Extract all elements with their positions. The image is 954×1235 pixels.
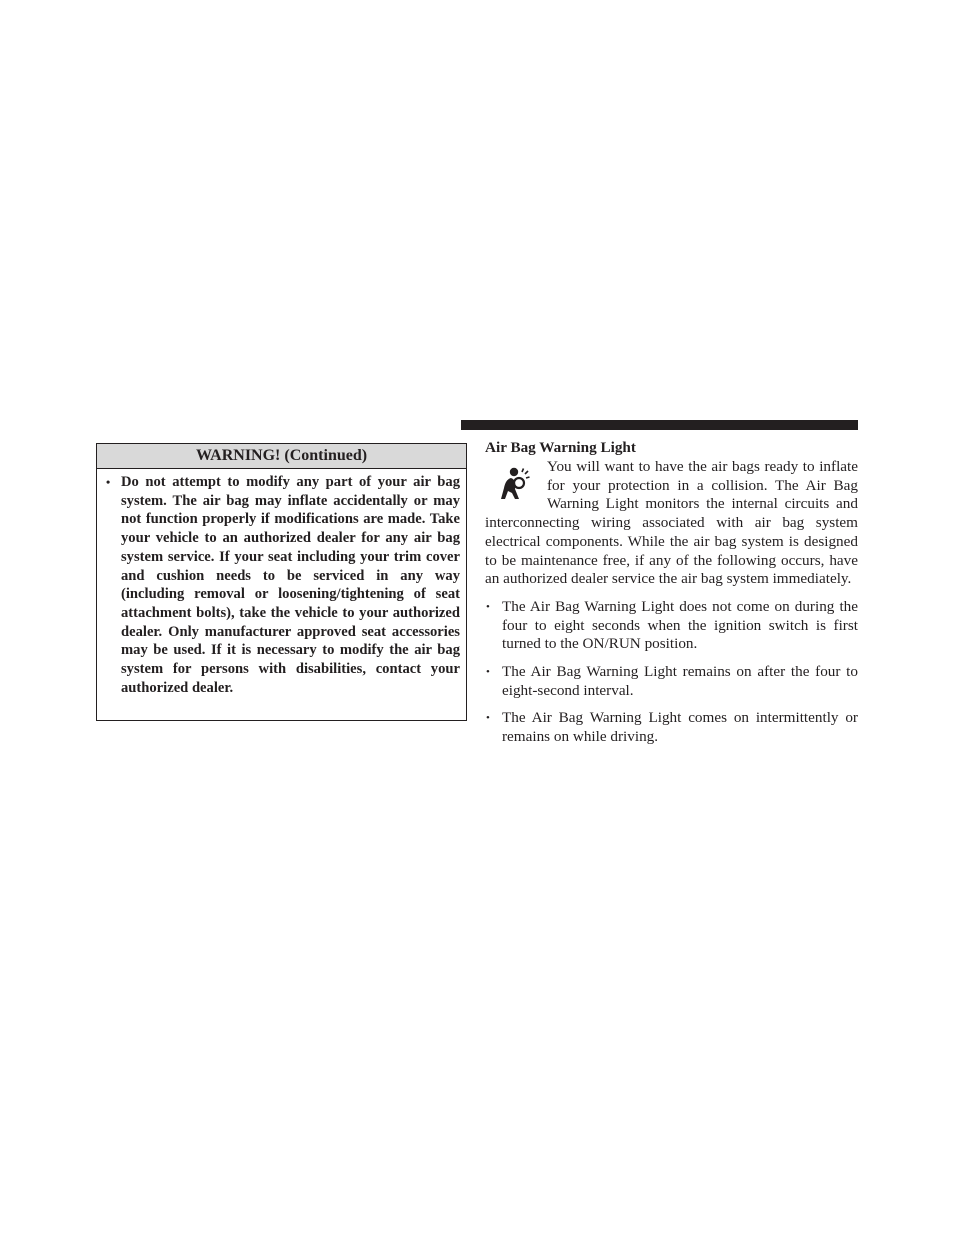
list-item-text: The Air Bag Warning Light does not come on during the four to eight seconds when the ignition switch is first turned to the ON/RUN position. bbox=[502, 597, 858, 653]
warning-body bbox=[97, 469, 466, 697]
section-intro-text: You will want to have the air bags ready to inflate for your protection in a collision. The Air Bag Warning Light monitors the internal circuits and interconnecting wiring associated with air bag system electrical components. While the air bag system is designed to be maintenance free, if any of the following occurs, have an authorized dealer service the air bag system immediately. bbox=[485, 458, 858, 588]
list-item bbox=[485, 663, 858, 700]
warning-box bbox=[96, 443, 467, 721]
warning-header: WARNING! (Continued) bbox=[97, 444, 466, 469]
section-intro bbox=[485, 458, 858, 589]
list-item bbox=[485, 598, 858, 654]
airbag-warning-icon bbox=[485, 458, 547, 514]
list-bullet: • bbox=[486, 666, 490, 679]
list-bullet: • bbox=[486, 712, 490, 725]
list-item-text: The Air Bag Warning Light comes on intermittently or remains on while driving. bbox=[502, 709, 858, 746]
section-title: Air Bag Warning Light bbox=[485, 439, 636, 456]
list-bullet: • bbox=[486, 600, 490, 613]
section-rule-bar bbox=[461, 420, 858, 430]
warning-bullet: • bbox=[106, 475, 111, 489]
list-item-text: The Air Bag Warning Light remains on after the four to eight-second interval. bbox=[502, 663, 858, 699]
warning-conditions-list bbox=[485, 598, 858, 747]
warning-text: Do not attempt to modify any part of your air bag system. The air bag may inflate accidentally or may not function properly if modifications are made. Take your vehicle to an authorized dealer for any air bag system service. If your seat including your trim cover and cushion needs to be serviced in any way (including removal or loosening/tightening of seat attachment bolts), take the vehicle to your authorized dealer. Only manufacturer approved seat accessories may be used. If it is necessary to modify the air bag system for persons with disabilities, contact your authorized dealer. bbox=[121, 474, 460, 696]
list-item bbox=[485, 709, 858, 746]
airbag-warning-section bbox=[485, 438, 858, 747]
